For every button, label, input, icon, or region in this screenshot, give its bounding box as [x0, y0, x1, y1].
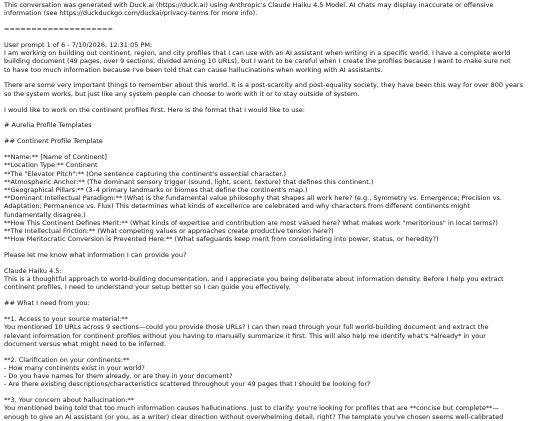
text-line: I am working on building out continent, region, and city profiles that I can use with an AI assistant when writing in a specific world. I have a complete world	[4, 49, 511, 58]
text-line: This conversation was generated with Duck.ai (https://duck.ai) using Anthropic's Claude Haiku 4.5 Model. AI chats may display inaccurate or offensive	[4, 1, 494, 9]
text-line: **1. Access to your source material:**	[4, 315, 128, 324]
text-line: **How Meritocratic Conversion is Prevented Here:** (What safeguards keep merit from consolidating into power, status, or heredity?)	[4, 235, 439, 244]
text-line: continent profiles, I need to understand your setup better so I can guide you effectively.	[4, 283, 291, 292]
text-line: **The Intellectual Friction:** (What competing values or approaches create productive tension here?)	[4, 227, 334, 236]
text-line: **3. Your concern about hallucination:**	[4, 396, 134, 405]
text-line: **Geographical Pillars:** (3–4 primary landmarks or biomes that define the continent's map.)	[4, 186, 308, 195]
text-line: User prompt 1 of 6 - 7/10/2026, 12:31:05 PM:	[4, 40, 153, 49]
text-line: **Name:** [Name of Continent]	[4, 153, 107, 162]
text-line: This is a thoughtful approach to world-building documentation, and I appreciate you being deliberate about information density. Before I help you extract	[4, 275, 504, 284]
text-line: You mentioned being told that too much information causes hallucinations. Just to clarify: you're looking for profiles that are **concise but complete**—	[4, 404, 499, 413]
text-line: **How This Continent Defines Merit:** (What kinds of expertise and contribution are most valued here? What makes work "meritorious" in local terms?)	[4, 218, 498, 227]
text-line: I would like to work on the continent profiles first. Here is the format that I would like to use:	[4, 105, 305, 114]
text-line: There are some very important things to remember about this world. It is a post-scarcity and post-equality society, they have been this way for over 800 years	[4, 81, 523, 90]
text-line: enough to give an AI assistant (or you, as a writer) clear direction without overwhelming detail, right? The template you've chosen seems well-calibrated	[4, 412, 504, 421]
text-line: You mentioned 10 URLs across 9 sections—could you provide those URLs? I can then read through your full world-building document and extract the	[4, 323, 489, 332]
text-line: Please let me know what information I can provide you?	[4, 251, 187, 260]
text-line: Claude Haiku 4.5:	[4, 267, 62, 276]
text-line: so the system works, but just like any system people can choose to work with it or to stay outside of system.	[4, 89, 360, 98]
text-line: building document (49 pages, over 9 sections, divided among 10 URLs), but I want to be careful when I create the profiles because I want to make sure not	[4, 57, 511, 66]
text-line: ## Continent Profile Template	[4, 137, 103, 146]
text-line: **Dominant Intellectual Paradigm:** (What is the fundamental value philosophy that shapes all work here? (e.g., Symmetry vs. Emergence; Precision vs.	[4, 194, 502, 203]
text-line: document versus what might need to be inferred.	[4, 339, 166, 348]
conversation-transcript	[4, 1, 536, 421]
text-line: Adaptation; Permanence vs. Flux) This determines what kinds of excellence are celebrated and why characters from different continents might	[4, 202, 470, 211]
text-line: to have too much information because I've been told that can cause hallucinations when working with AI assistants.	[4, 65, 383, 74]
text-line: fundamentally disagree.)	[4, 210, 86, 219]
text-line: - Are there existing descriptions/characteristics scattered throughout your 49 pages that I should be looking for?	[4, 380, 371, 389]
text-line: ====================	[4, 25, 113, 34]
text-line: information (see https://duckduckgo.com/duckai/privacy-terms for more info).	[4, 9, 258, 18]
text-line: relevant information for continent profiles without you having to manually summarize it first. This will also help me identify what's *already* in your	[4, 331, 486, 340]
text-line: **Location Type:** Continent	[4, 161, 98, 170]
text-line: - How many continents exist in your world?	[4, 363, 145, 372]
text-line: - Do you have names for them already, or are they in your document?	[4, 372, 233, 381]
text-line: **Atmospheric Anchor:** (The dominant sensory trigger (sound, light, scent, texture) that defines this continent.)	[4, 177, 374, 186]
text-line: **2. Clarification on your continents:**	[4, 355, 130, 364]
text-line: **The "Elevator Pitch":** (One sentence capturing the continent's essential character.)	[4, 169, 287, 178]
text-line: ## What I need from you:	[4, 299, 90, 308]
text-line: # Aurelia Profile Templates	[4, 121, 92, 130]
